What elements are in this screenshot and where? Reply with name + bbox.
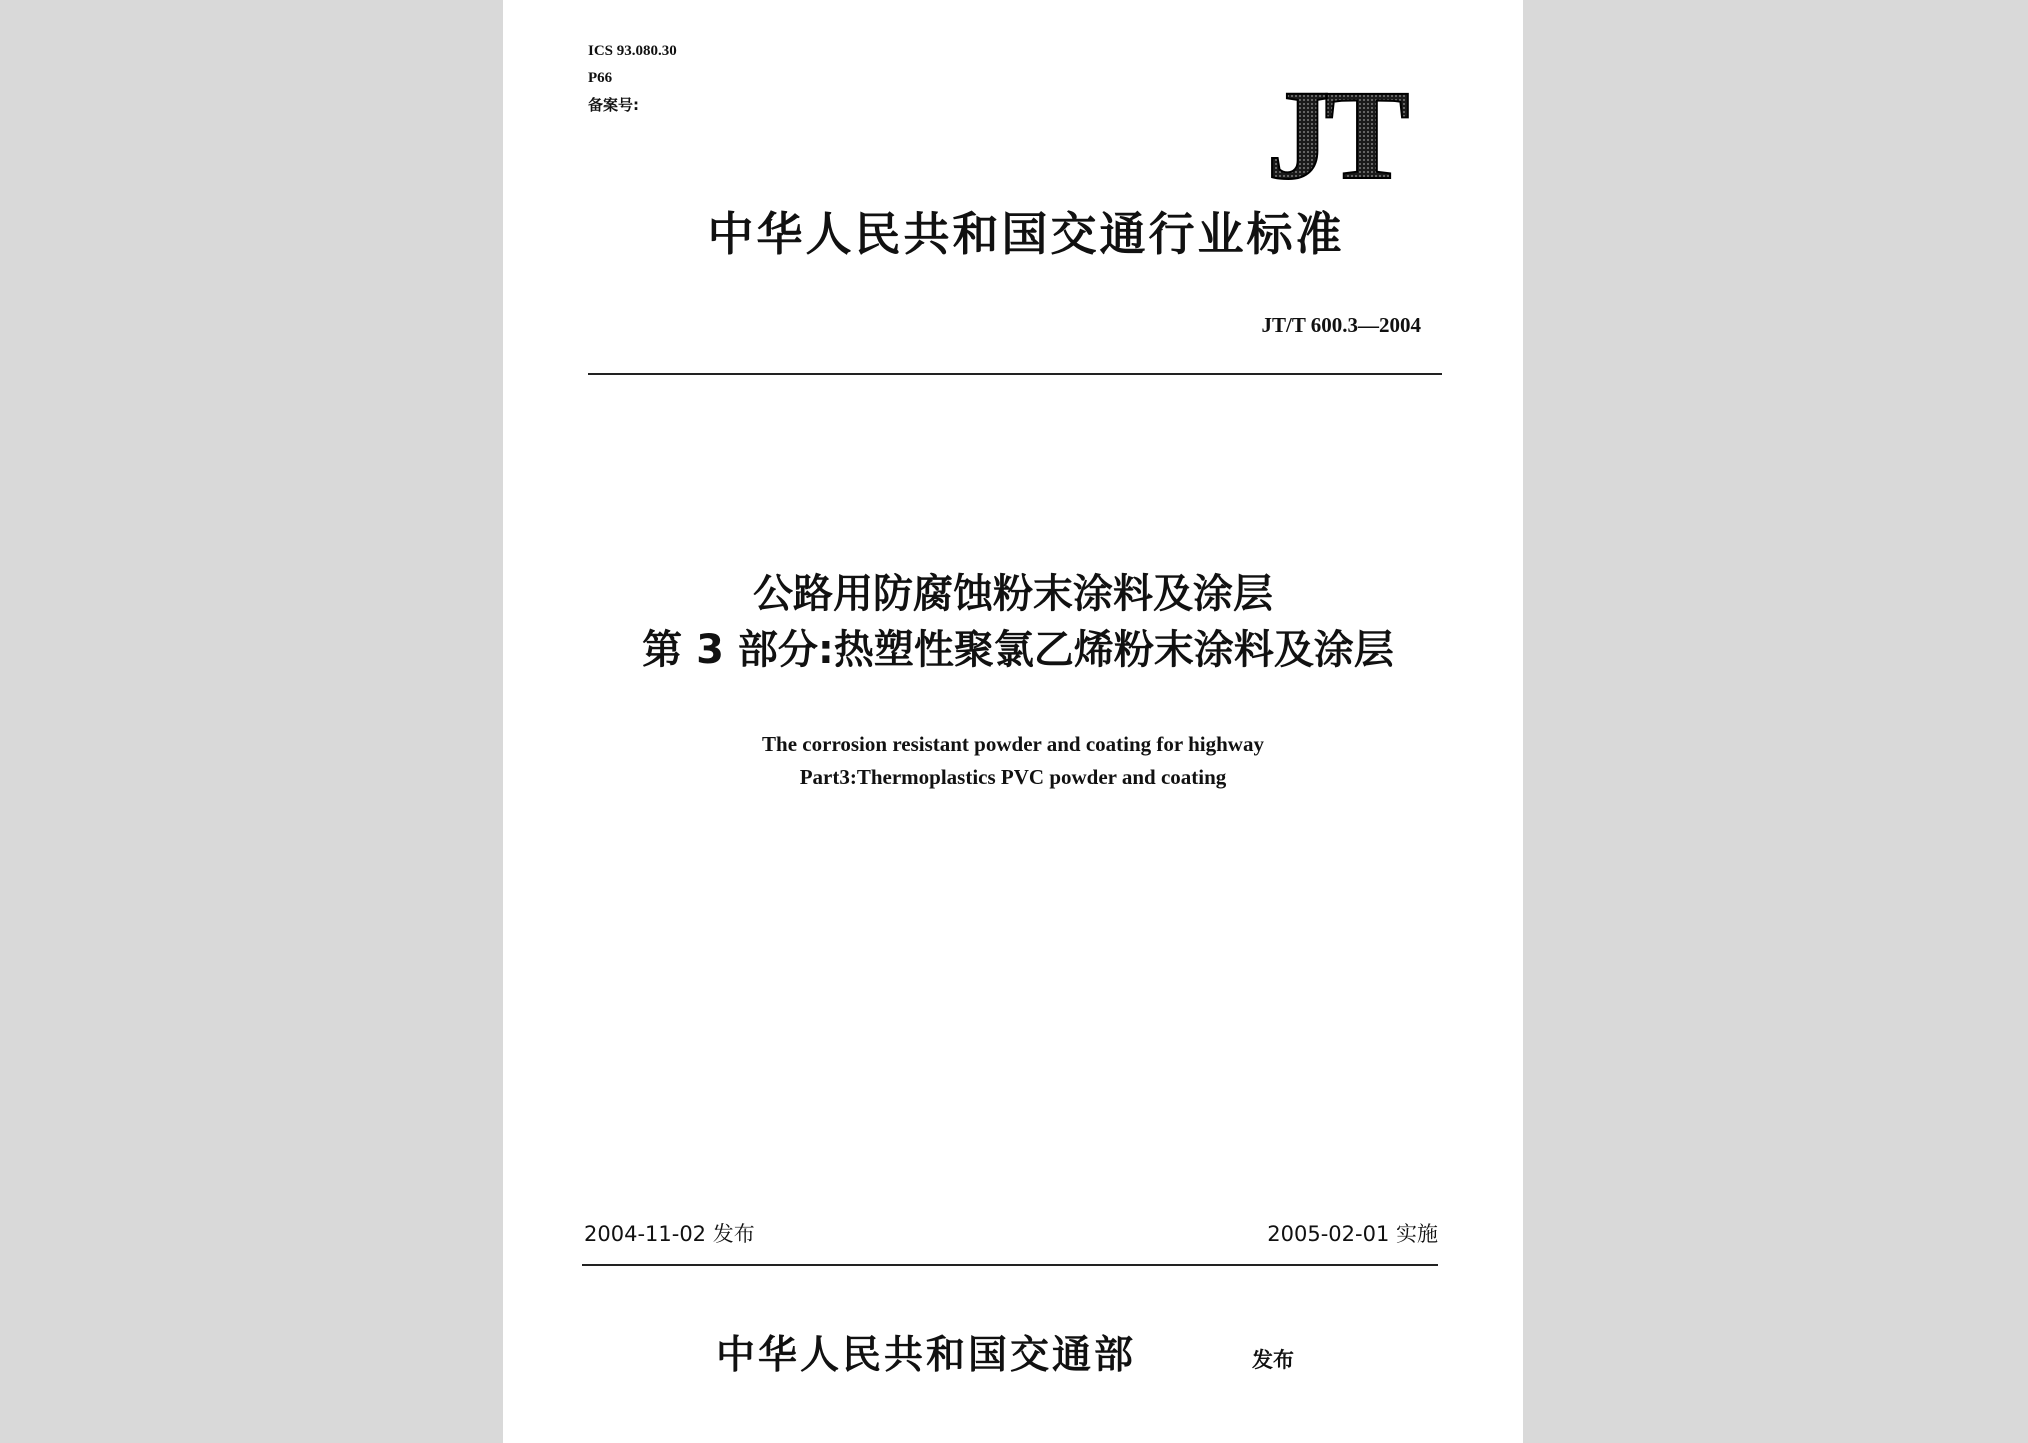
title-zh-line2: 第 3 部分:热塑性聚氯乙烯粉末涂料及涂层 — [642, 627, 1394, 673]
divider-bottom — [582, 1264, 1438, 1266]
standard-number: JT/T 600.3—2004 — [1261, 313, 1421, 337]
implement-date: 2005-02-01 实施 — [1267, 1222, 1438, 1246]
jt-logo-icon — [1230, 78, 1440, 186]
record-number-label: 备案号: — [588, 96, 639, 114]
header-title: 中华人民共和国交通行业标准 — [707, 209, 1345, 260]
logo-text: JT — [1266, 78, 1404, 186]
title-en-line1: The corrosion resistant powder and coating for highway — [762, 732, 1264, 756]
issuer-suffix: 发布 — [1252, 1348, 1294, 1372]
title-en-line2: Part3:Thermoplastics PVC powder and coating — [799, 765, 1227, 789]
issuer-name: 中华人民共和国交通部 — [716, 1334, 1137, 1377]
document-page — [503, 0, 1523, 1443]
ics-code: ICS 93.080.30 — [588, 43, 677, 59]
title-zh-line1: 公路用防腐蚀粉末涂料及涂层 — [753, 571, 1273, 617]
issue-date: 2004-11-02 发布 — [584, 1222, 755, 1246]
divider-top — [588, 373, 1442, 375]
classification-code: P66 — [588, 70, 613, 86]
